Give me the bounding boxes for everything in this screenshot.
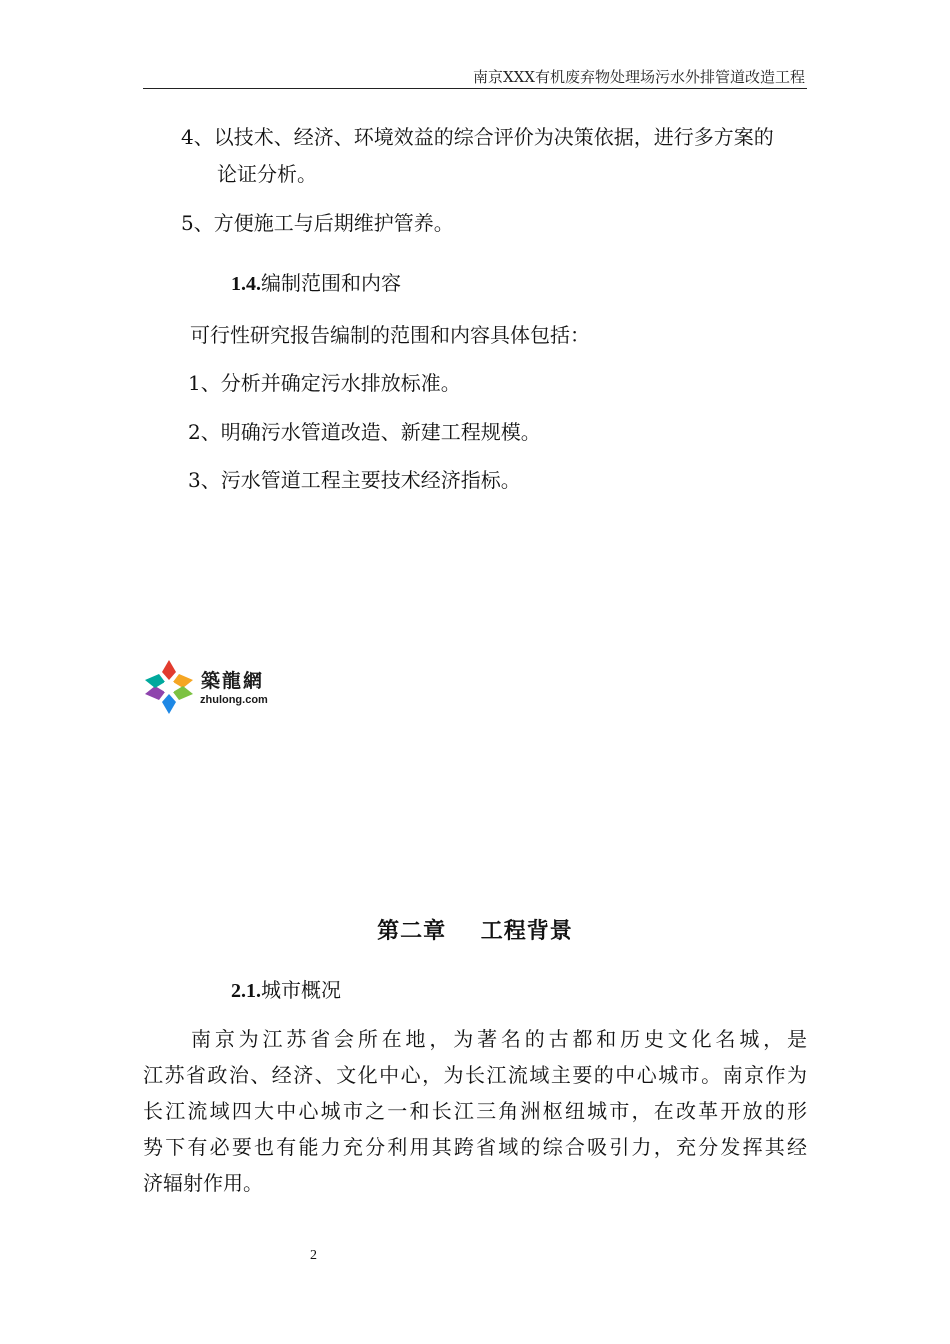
paragraph-line: 势下有必要也有能力充分利用其跨省域的综合吸引力，充分发挥其经	[143, 1135, 807, 1159]
chapter-title: 第二章 工程背景	[377, 919, 573, 944]
section-number: 2.1.	[231, 980, 261, 1002]
scope-item-1: 1、分析并确定污水排放标准。	[188, 371, 461, 395]
scope-item-2: 2、明确污水管道改造、新建工程规模。	[188, 420, 541, 444]
paragraph-line: 长江流域四大中心城市之一和长江三角洲枢纽城市，在改革开放的形	[143, 1099, 807, 1123]
list-item-4-line-1: 4、以技术、经济、环境效益的综合评价为决策依据，进行多方案的	[181, 125, 774, 149]
section-heading-1-4	[231, 269, 401, 298]
logo-mark-icon	[143, 658, 195, 716]
page-number: 2	[310, 1248, 317, 1263]
paragraph-line: 济辐射作用。	[143, 1171, 263, 1195]
list-item-5: 5、方便施工与后期维护管养。	[181, 211, 454, 235]
logo-chinese-name: 築龍網	[201, 670, 265, 692]
section-number: 1.4.	[231, 273, 261, 295]
zhulong-logo	[143, 658, 283, 718]
paragraph-line: 江苏省政治、经济、文化中心，为长江流域主要的中心城市。南京作为	[143, 1063, 807, 1087]
header-rule	[143, 88, 807, 89]
paragraph-line: 南京为江苏省会所在地，为著名的古都和历史文化名城，是	[191, 1027, 807, 1051]
list-item-4-line-2: 论证分析。	[217, 162, 317, 186]
logo-site: zhulong.com	[200, 694, 268, 706]
section-title: 城市概况	[261, 978, 341, 1002]
section-heading-2-1	[231, 976, 341, 1005]
section-title: 编制范围和内容	[261, 271, 401, 295]
city-overview-paragraph	[143, 1021, 807, 1201]
scope-intro: 可行性研究报告编制的范围和内容具体包括：	[190, 323, 590, 347]
header-title: 南京XXX有机废弃物处理场污水外排管道改造工程	[472, 68, 805, 86]
scope-item-3: 3、污水管道工程主要技术经济指标。	[188, 468, 521, 492]
